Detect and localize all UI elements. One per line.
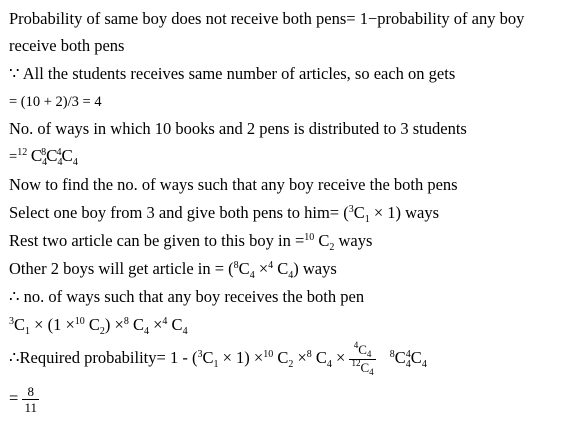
num-1: 1 <box>53 315 62 334</box>
fraction-4c4-over-12c4 <box>349 339 375 377</box>
sub-4: 4 <box>366 348 372 359</box>
sub-4: 4 <box>405 359 411 370</box>
line-7: Now to find the no. of ways such that any boy receive the both pens <box>9 175 458 194</box>
line-14-result <box>9 384 39 415</box>
sup-4: 4 <box>268 260 274 271</box>
sub-4: 4 <box>143 326 149 337</box>
c-symbol: C <box>132 315 144 334</box>
sup-10: 10 <box>74 316 85 327</box>
sub-4: 4 <box>421 359 427 370</box>
line-8-text: Select one boy from 3 and give both pens to him= ( <box>9 203 349 222</box>
sup-4: 4 <box>353 339 359 350</box>
sub-2: 2 <box>288 359 294 370</box>
c-symbol: C <box>171 315 183 334</box>
sup-8: 8 <box>41 147 47 158</box>
result-fraction <box>22 384 39 415</box>
line-6-formula <box>9 146 78 169</box>
paren-open: ( <box>191 348 198 367</box>
line-9 <box>9 231 372 254</box>
line-9-text: Rest two article can be given to this boy in = <box>9 231 305 250</box>
sup-12: 12 <box>351 357 361 368</box>
c-symbol: C <box>315 348 327 367</box>
sub-4: 4 <box>182 326 188 337</box>
line-11: ∴ no. of ways such that any boy receives the both pen <box>9 287 365 306</box>
c-symbol: C <box>202 348 214 367</box>
c-symbol: C <box>14 315 26 334</box>
fraction-denominator <box>349 359 375 377</box>
line-1: Probability of same boy does not receive both pens= 1−probability of any boy <box>9 9 525 28</box>
sub-4: 4 <box>42 157 48 168</box>
times-sign: × <box>222 348 232 367</box>
line-13-text: ∴Required probability= 1 - <box>9 348 188 367</box>
line-12-formula <box>9 315 188 338</box>
line-10-end: ) ways <box>293 259 337 278</box>
line-10 <box>9 259 337 282</box>
times-sign: × <box>114 315 124 334</box>
paren-open: ( <box>47 315 54 334</box>
times-sign: × <box>153 315 163 334</box>
sup-10: 10 <box>263 349 274 360</box>
line-8 <box>9 203 439 226</box>
c-symbol: C <box>394 348 406 367</box>
c-symbol: C <box>358 341 367 357</box>
sup-4: 4 <box>56 147 62 158</box>
fraction-numerator <box>349 339 375 359</box>
sup-4: 4 <box>162 316 168 327</box>
num-1: 1 <box>236 348 245 367</box>
line-9-end: ways <box>338 231 373 250</box>
equals-sign: = <box>9 388 19 408</box>
sub-1: 1 <box>25 326 31 337</box>
sup-10: 10 <box>304 232 315 243</box>
result-denominator: 11 <box>24 400 37 415</box>
c-symbol: C <box>88 315 100 334</box>
c-symbol: C <box>46 146 58 165</box>
c-symbol: C <box>277 348 289 367</box>
line-2: receive both pens <box>9 36 125 55</box>
equals-sign: = <box>9 149 18 165</box>
result-numerator: 8 <box>27 384 34 399</box>
paren-close: ) <box>244 348 250 367</box>
line-13-formula <box>9 340 427 379</box>
c-symbol: C <box>61 146 73 165</box>
times-sign: × <box>34 315 44 334</box>
sup-3: 3 <box>348 204 354 215</box>
sup-8: 8 <box>123 316 129 327</box>
sub-4: 4 <box>288 270 294 281</box>
c-symbol: C <box>410 348 422 367</box>
times-sign: × <box>258 259 269 278</box>
sub-1: 1 <box>213 359 219 370</box>
times-sign: × <box>336 348 346 367</box>
c-symbol: C <box>318 231 330 250</box>
sub-2: 2 <box>99 326 105 337</box>
sub-4: 4 <box>72 157 78 168</box>
sub-1: 1 <box>364 214 370 225</box>
line-10-text: Other 2 boys will get article in = ( <box>9 259 234 278</box>
sup-4: 4 <box>405 349 411 360</box>
sub-4: 4 <box>57 157 63 168</box>
sup-8: 8 <box>233 260 239 271</box>
line-3: ∵ All the students receives same number of articles, so each on gets <box>9 64 456 83</box>
sub-4: 4 <box>249 270 255 281</box>
times-sign: × <box>297 348 307 367</box>
sub-4: 4 <box>369 366 374 377</box>
c-symbol: C <box>30 146 43 165</box>
paren-close: ) <box>104 315 111 334</box>
line-4: = (10 + 2)/3 = 4 <box>9 94 102 110</box>
line-5: No. of ways in which 10 books and 2 pens is distributed to 3 students <box>9 119 467 138</box>
sup-3: 3 <box>197 349 203 360</box>
c-symbol: C <box>353 203 365 222</box>
c-symbol: C <box>238 259 250 278</box>
sup-8: 8 <box>306 349 312 360</box>
c-symbol: C <box>360 359 370 375</box>
sub-4: 4 <box>326 359 332 370</box>
sub-2: 2 <box>329 242 335 253</box>
times-sign: × <box>65 315 75 334</box>
times-sign: × <box>253 348 264 367</box>
line-8-end: × 1) ways <box>373 203 440 222</box>
c-symbol: C <box>277 259 289 278</box>
sup-8: 8 <box>389 349 395 360</box>
sup-12: 12 <box>17 147 28 158</box>
sup-3: 3 <box>9 316 14 327</box>
